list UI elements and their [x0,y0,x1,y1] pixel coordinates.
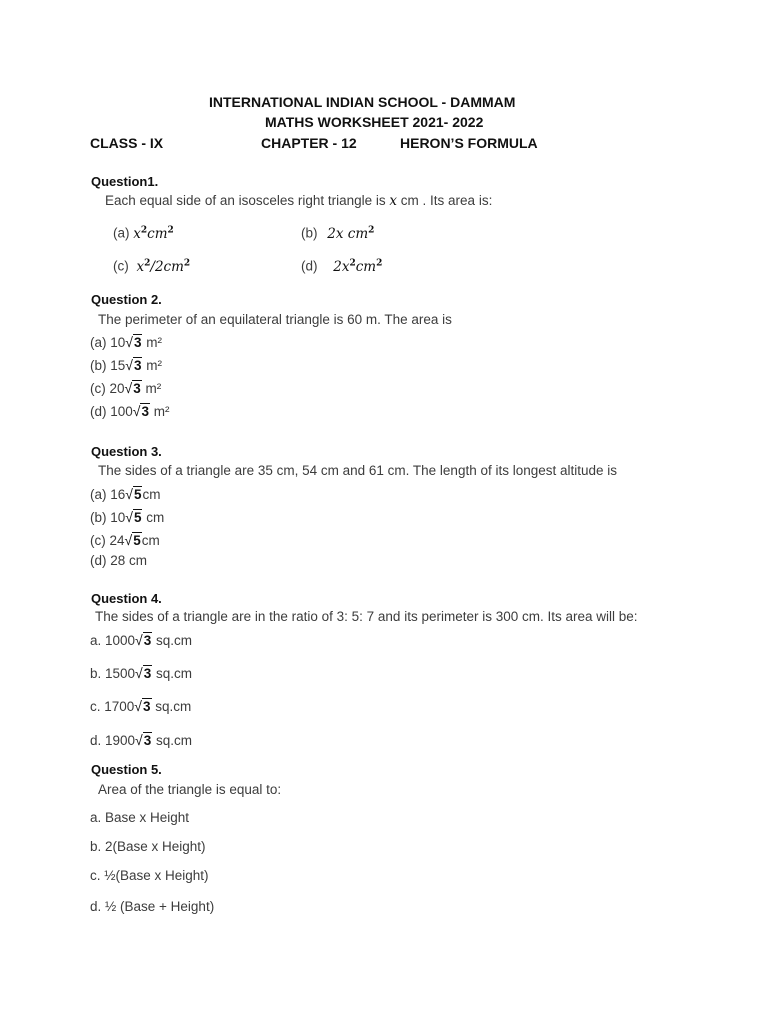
sqrt-expression: √3 [125,334,142,350]
sqrt-expression: √5 [125,486,142,502]
sqrt-expression: √3 [134,698,151,714]
option-math: $2x^2cm^2$ [333,258,383,275]
option-b [301,222,374,242]
question-text-part: Each equal side of an isosceles right triangle is [105,193,390,208]
question-text [105,193,492,209]
option-b: (b) 15√3 m² [90,357,162,373]
option-c [113,255,190,275]
question-heading: Question 2. [91,292,162,307]
option-d: d. ½ (Base + Height) [90,899,215,914]
option-d: (d) 100√3 m² [90,403,170,419]
option-c: (c) 24√5cm [90,532,160,548]
question-text: The sides of a triangle are 35 cm, 54 cm and 61 cm. The length of its longest altitude is [98,463,618,478]
option-label: (b) [301,225,318,241]
option-label: (a) [113,225,130,241]
option-math: $x^2/2cm^2$ [136,258,191,275]
sqrt-expression: √3 [125,357,142,373]
option-label: (c) [113,258,129,274]
class-label: CLASS - IX [90,135,164,151]
question-text-part: cm . Its area is: [397,193,493,208]
option-a: (a) 10√3 m² [90,334,162,350]
sqrt-expression: √3 [124,380,141,396]
option-a: a. Base x Height [90,810,190,825]
question-text: The perimeter of an equilateral triangle is 60 m. The area is [98,312,452,327]
option-b: b. 1500√3 sq.cm [90,665,193,681]
sqrt-expression: √3 [135,665,152,681]
option-math: 2x $cm^2$ [327,225,375,242]
option-math: $x^2cm^2$ [133,225,174,242]
sqrt-expression: √3 [135,632,152,648]
option-c: c. 1700√3 sq.cm [90,698,192,714]
option-a [113,222,174,242]
option-d [301,255,382,275]
question-text: The sides of a triangle are in the ratio of 3: 5: 7 and its perimeter is 300 cm. Its area will be: [95,609,638,624]
option-b: b. 2(Base x Height) [90,839,206,854]
math-variable: x [389,193,398,209]
option-d: (d) 28 cm [90,553,148,568]
option-d: d. 1900√3 sq.cm [90,732,193,748]
question-heading: Question 5. [91,762,162,777]
question-heading: Question 4. [91,591,162,606]
sqrt-expression: √5 [125,509,142,525]
question-text: Area of the triangle is equal to: [98,782,282,797]
sqrt-expression: √3 [132,403,149,419]
worksheet-title: MATHS WORKSHEET 2021- 2022 [265,114,484,130]
option-c: (c) 20√3 m² [90,380,162,396]
option-label: (d) [301,258,318,274]
sqrt-expression: √5 [124,532,141,548]
option-c: c. ½(Base x Height) [90,868,209,883]
sqrt-expression: √3 [135,732,152,748]
option-a: (a) 16√5cm [90,486,161,502]
option-a: a. 1000√3 sq.cm [90,632,193,648]
school-title: INTERNATIONAL INDIAN SCHOOL - DAMMAM [209,94,516,110]
topic-label: HERON’S FORMULA [400,135,538,151]
chapter-label: CHAPTER - 12 [261,135,357,151]
option-b: (b) 10√5 cm [90,509,165,525]
question-heading: Question1. [91,174,159,189]
question-heading: Question 3. [91,444,162,459]
